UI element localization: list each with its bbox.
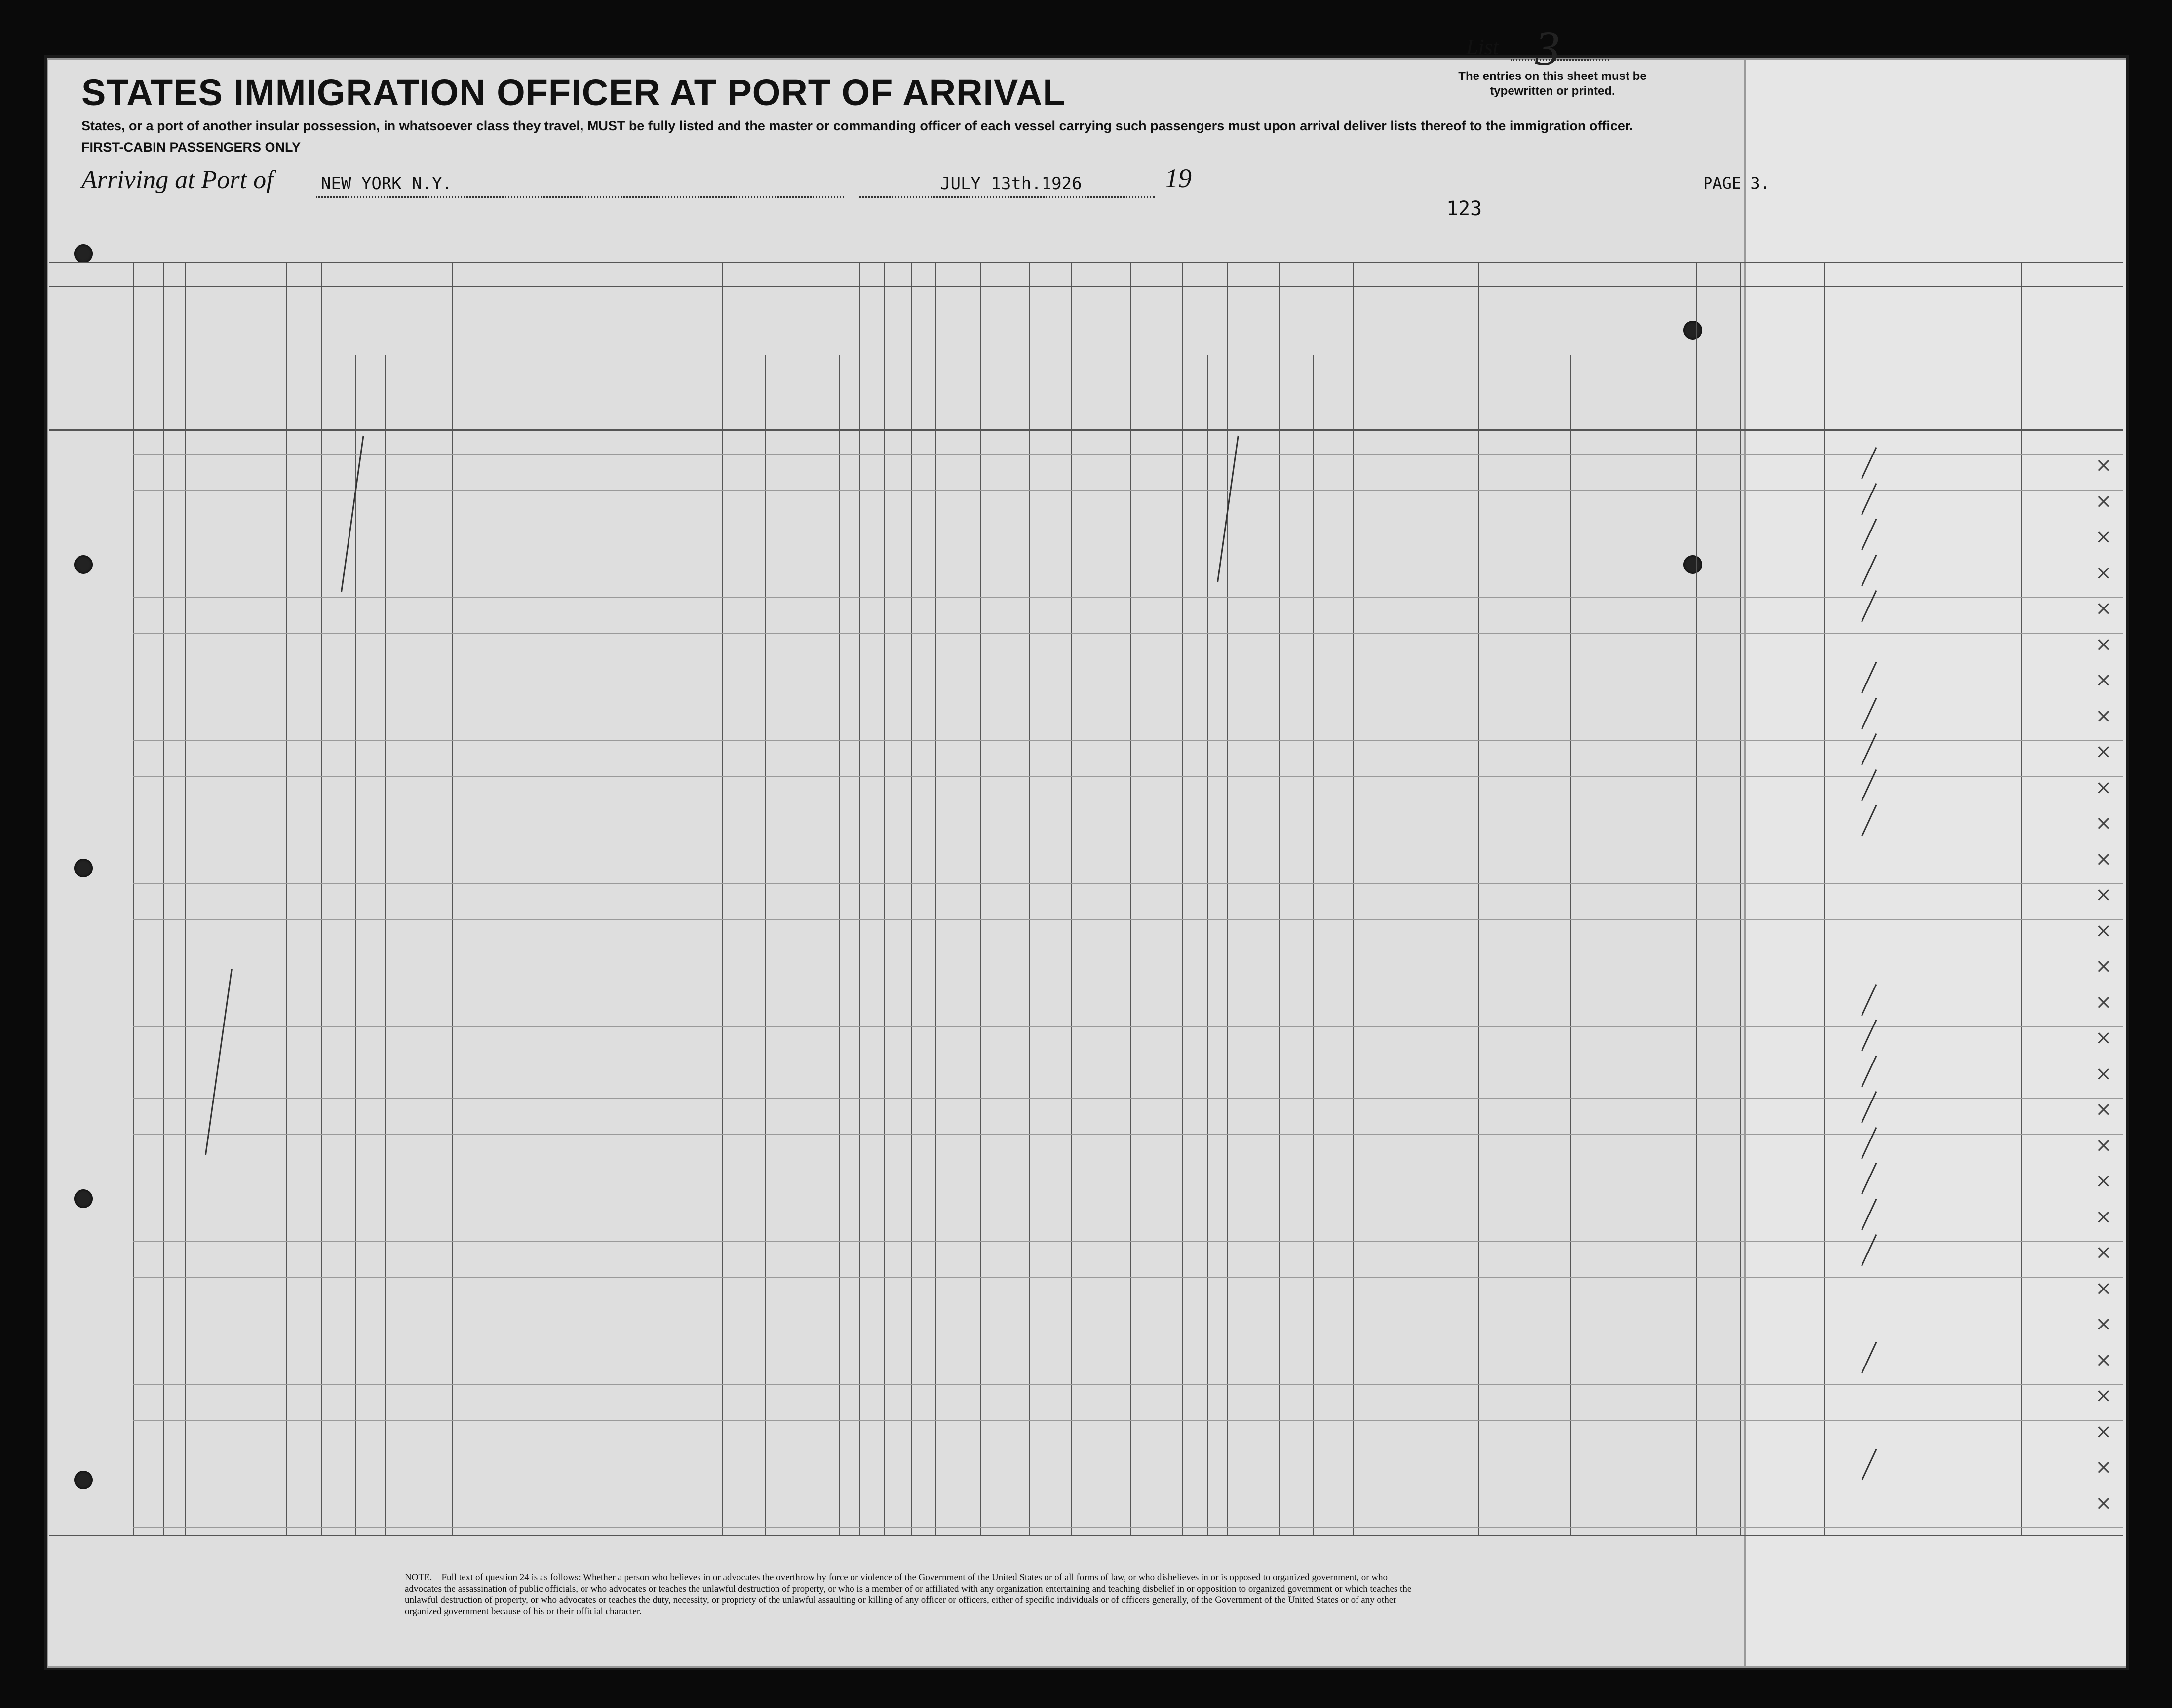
column-divider	[1696, 262, 1697, 1535]
row-rule	[133, 490, 2123, 491]
column-divider	[1478, 262, 1479, 1535]
header-ticket	[164, 307, 184, 425]
column-divider	[185, 262, 186, 1535]
check-mark-icon	[1861, 554, 1877, 586]
x-mark-icon: ×	[2095, 919, 2112, 942]
subcolumn-divider	[385, 355, 386, 1535]
check-mark-icon	[1861, 1198, 1877, 1230]
row-rule	[133, 454, 2123, 455]
footnote: NOTE.—Full text of question 24 is as follows: Whether a person who believes in or advocates the overthrow by force or violence of the Government of the United States or of all forms of law, or who disbelieves in or is opposed to organized government, or who advocates the assassination of public officials, or who advocates or teaches the unlawful destruction of property, or who is a member of or affiliated with any organization entertaining and teaching disbelief in or opposition to organized government or which teaches the unlawful destruction of property, or who advocates or teaches the duty, necessity, or propriety of the unlawful assaulting or killing of any officer or officers, either of specific individuals or of officers generally, of the Government of the United States or of any other organized government because of his or their official character.	[405, 1572, 1412, 1617]
header-polygamist	[885, 307, 910, 425]
x-mark-icon: ×	[2095, 1313, 2112, 1335]
port-value: NEW YORK N.Y.	[321, 174, 453, 193]
arriving-label: Arriving at Port of	[81, 166, 273, 194]
list-number: 3	[1535, 21, 1560, 76]
x-mark-icon: ×	[2095, 1062, 2112, 1085]
header-citizen-intent	[840, 307, 858, 425]
check-mark-icon	[1861, 769, 1877, 801]
check-mark-icon	[1861, 662, 1877, 694]
header-return-intent	[723, 307, 764, 425]
subcolumn-divider	[1207, 355, 1208, 1535]
x-mark-icon: ×	[2095, 1384, 2112, 1407]
row-rule	[133, 776, 2123, 777]
row-rule	[133, 1384, 2123, 1385]
x-mark-icon: ×	[2095, 776, 2112, 799]
header-deported	[1030, 307, 1070, 425]
column-divider	[1279, 262, 1280, 1535]
check-mark-icon	[1861, 697, 1877, 729]
check-mark-icon	[1861, 1127, 1877, 1159]
instruction-line: States, or a port of another insular possession, in whatsoever class they travel, MUST be fully listed and the master or commanding officer of each vessel carrying such passengers must upon arrival deliver lists thereof to the immigration officer.	[81, 118, 1633, 133]
x-mark-icon: ×	[2095, 633, 2112, 656]
x-mark-icon: ×	[2095, 454, 2112, 477]
x-mark-icon: ×	[2095, 1277, 2112, 1300]
header-complexion	[1228, 307, 1278, 425]
column-divider	[163, 262, 164, 1535]
x-mark-icon: ×	[2095, 1348, 2112, 1371]
x-mark-icon: ×	[2095, 740, 2112, 763]
subcolumn-divider	[839, 355, 840, 1535]
row-rule	[133, 1241, 2123, 1242]
date-value: JULY 13th.1926	[940, 174, 1082, 193]
header-inches	[1208, 307, 1226, 425]
check-mark-icon	[1861, 519, 1877, 551]
header-labor-offer	[981, 307, 1028, 425]
row-rule	[133, 919, 2123, 920]
row-rule	[133, 1026, 2123, 1027]
column-divider	[321, 262, 322, 1535]
subcolumn-divider	[1313, 355, 1314, 1535]
row-rule	[133, 1277, 2123, 1278]
x-mark-icon: ×	[2095, 1170, 2112, 1192]
column-divider	[722, 262, 723, 1535]
header-possession-50	[287, 307, 320, 425]
x-mark-icon: ×	[2095, 812, 2112, 835]
check-mark-icon	[1861, 1091, 1877, 1123]
ditto-stroke-icon	[1217, 436, 1239, 582]
column-divider	[1130, 262, 1131, 1535]
table-bottom-border	[49, 1535, 2123, 1536]
subcolumn-divider	[1570, 355, 1571, 1535]
column-divider	[980, 262, 981, 1535]
x-mark-icon: ×	[2095, 526, 2112, 548]
check-mark-icon	[1861, 1234, 1877, 1266]
subcolumn-divider	[765, 355, 766, 1535]
column-divider	[935, 262, 936, 1535]
check-mark-icon	[1861, 590, 1877, 622]
ditto-stroke-icon	[341, 436, 364, 592]
row-rule	[133, 633, 2123, 634]
x-mark-icon: ×	[2095, 847, 2112, 871]
x-mark-icon: ×	[2095, 1098, 2112, 1121]
numbers-row-border	[49, 286, 2123, 287]
column-divider	[884, 262, 885, 1535]
row-rule	[133, 740, 2123, 741]
x-mark-icon: ×	[2095, 883, 2112, 906]
column-divider	[1227, 262, 1228, 1535]
page-title: STATES IMMIGRATION OFFICER AT PORT OF ARRIVAL	[81, 72, 1066, 113]
x-mark-icon: ×	[2095, 1026, 2112, 1049]
reference-number: 123	[1446, 197, 1482, 220]
row-rule	[133, 1420, 2123, 1421]
x-mark-icon: ×	[2095, 1134, 2112, 1157]
header-overthrow	[936, 307, 979, 425]
check-mark-icon	[1861, 1020, 1877, 1052]
list-label: List	[1466, 35, 1499, 59]
table-top-border	[49, 262, 2123, 263]
column-divider	[1353, 262, 1354, 1535]
column-divider	[1740, 262, 1741, 1535]
check-mark-icon	[1861, 1449, 1877, 1481]
x-mark-icon: ×	[2095, 669, 2112, 691]
subcolumn-divider	[355, 355, 356, 1535]
header-bottom-border	[49, 429, 2123, 431]
x-mark-icon: ×	[2095, 597, 2112, 620]
x-mark-icon: ×	[2095, 1241, 2112, 1264]
check-mark-icon	[1861, 1163, 1877, 1195]
column-divider	[2021, 262, 2022, 1535]
page-number: PAGE 3.	[1703, 174, 1770, 192]
column-divider	[286, 262, 287, 1535]
check-mark-icon	[1861, 447, 1877, 479]
x-mark-icon: ×	[2095, 1420, 2112, 1443]
column-divider	[133, 262, 134, 1535]
header-anarchist	[912, 307, 934, 425]
first-cabin-label: FIRST-CABIN PASSENGERS ONLY	[81, 140, 301, 154]
year-prefix: 19	[1165, 163, 1192, 193]
column-divider	[911, 262, 912, 1535]
column-divider	[1182, 262, 1183, 1535]
check-mark-icon	[1861, 483, 1877, 515]
column-divider	[1029, 262, 1030, 1535]
x-mark-icon: ×	[2095, 704, 2112, 727]
x-mark-icon: ×	[2095, 955, 2112, 978]
header-prison	[860, 307, 883, 425]
column-divider	[1824, 262, 1825, 1535]
row-rule	[133, 1098, 2123, 1099]
check-mark-icon	[1861, 805, 1877, 837]
x-mark-icon: ×	[2095, 1491, 2112, 1515]
header-length-of-stay	[766, 307, 838, 425]
check-mark-icon	[1861, 1055, 1877, 1087]
row-rule	[133, 883, 2123, 884]
typewriter-note: The entries on this sheet must be typewritten or printed.	[1458, 70, 1647, 98]
column-divider	[452, 262, 453, 1535]
header-feet	[1183, 307, 1206, 425]
row-rule	[133, 1527, 2123, 1528]
x-mark-icon: ×	[2095, 561, 2112, 584]
check-mark-icon	[1861, 984, 1877, 1016]
check-mark-icon	[1861, 733, 1877, 765]
x-mark-icon: ×	[2095, 1456, 2112, 1479]
column-divider	[859, 262, 860, 1535]
x-mark-icon: ×	[2095, 1205, 2112, 1228]
column-divider	[1071, 262, 1072, 1535]
x-mark-icon: ×	[2095, 990, 2112, 1014]
row-rule	[133, 597, 2123, 598]
check-mark-icon	[1861, 1341, 1877, 1373]
row-rule	[133, 1134, 2123, 1135]
x-mark-icon: ×	[2095, 490, 2112, 513]
